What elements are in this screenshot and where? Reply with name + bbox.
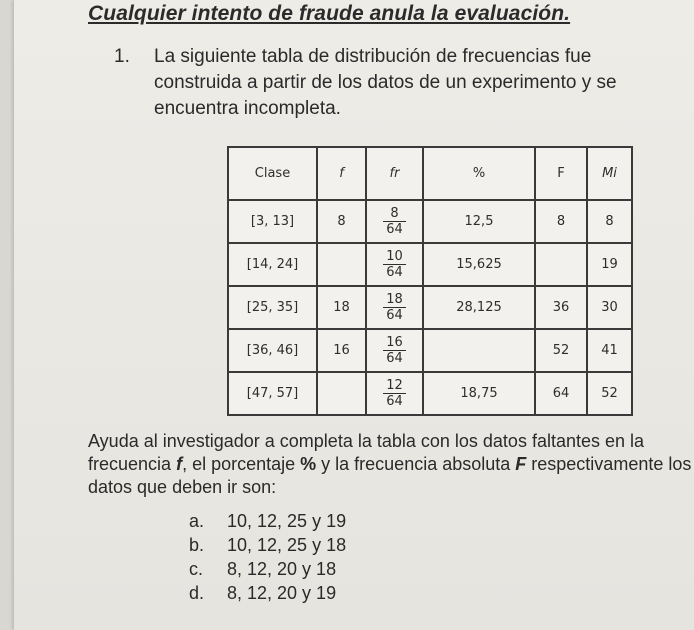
fraction <box>383 206 406 237</box>
question-number: 1. <box>114 46 130 67</box>
option-letter: a. <box>189 511 205 531</box>
cell-fr <box>366 372 423 415</box>
table-row <box>228 200 632 243</box>
cell-F <box>535 243 587 286</box>
fraction-denominator: 64 <box>386 308 403 323</box>
fraud-warning-heading: Cualquier intento de fraude anula la evaluación. <box>88 2 571 25</box>
cell-percent: 12,5 <box>423 200 535 243</box>
fraction <box>383 292 406 323</box>
header-percent: % <box>423 147 535 200</box>
cell-fr <box>366 243 423 286</box>
instruction-text: , el porcentaje <box>182 454 301 474</box>
cell-clase: [3, 13] <box>228 200 317 243</box>
table-row <box>228 372 632 415</box>
cell-mi: 19 <box>587 243 632 286</box>
fraction <box>383 378 406 409</box>
cell-fr <box>366 286 423 329</box>
frequency-table <box>227 146 633 416</box>
option-text: 8, 12, 20 y 18 <box>227 559 337 579</box>
cell-F: 8 <box>535 200 587 243</box>
fraction-numerator: 16 <box>383 335 406 351</box>
cell-f: 16 <box>317 329 366 372</box>
cell-F: 36 <box>535 286 587 329</box>
cell-mi: 41 <box>587 329 632 372</box>
fraction-numerator: 18 <box>383 292 406 308</box>
option-letter: d. <box>189 583 205 603</box>
answer-options <box>189 509 346 605</box>
header-fr: fr <box>366 147 423 200</box>
cell-percent: 18,75 <box>423 372 535 415</box>
cell-F: 52 <box>535 329 587 372</box>
option-text: 10, 12, 25 y 18 <box>227 535 347 555</box>
fraction-denominator: 64 <box>386 351 403 366</box>
cell-percent <box>423 329 535 372</box>
cell-f <box>317 243 366 286</box>
table-row <box>228 286 632 329</box>
cell-f: 18 <box>317 286 366 329</box>
cell-f: 8 <box>317 200 366 243</box>
cell-mi: 8 <box>587 200 632 243</box>
variable-percent: % <box>300 454 317 474</box>
header-F: F <box>535 147 587 200</box>
fraction <box>383 335 406 366</box>
fraction-denominator: 64 <box>386 394 403 409</box>
cell-mi: 30 <box>587 286 632 329</box>
instruction-text: respectivamente los datos que deben ir son: <box>88 454 692 497</box>
fraction-denominator: 64 <box>386 265 403 280</box>
exam-page <box>14 0 694 630</box>
question-1 <box>114 44 674 122</box>
cell-fr <box>366 200 423 243</box>
fraction-numerator: 12 <box>383 378 406 394</box>
cell-clase: [47, 57] <box>228 372 317 415</box>
option-letter: b. <box>189 535 205 555</box>
question-text: La siguiente tabla de distribución de frecuencias fue construida a partir de los datos de un experimento y se encuentra incompleta. <box>154 46 617 119</box>
table-row <box>228 243 632 286</box>
fraction-numerator: 10 <box>383 249 406 265</box>
option-text: 8, 12, 20 y 19 <box>227 583 337 603</box>
cell-f <box>317 372 366 415</box>
cell-clase: [25, 35] <box>228 286 317 329</box>
variable-f: f <box>176 454 183 474</box>
fraction <box>383 249 406 280</box>
instruction-paragraph <box>88 430 694 499</box>
option-d[interactable] <box>189 581 346 605</box>
option-b[interactable] <box>189 533 346 557</box>
fraction-denominator: 64 <box>386 222 403 237</box>
cell-clase: [36, 46] <box>228 329 317 372</box>
option-text: 10, 12, 25 y 19 <box>227 511 347 531</box>
cell-mi: 52 <box>587 372 632 415</box>
header-f: f <box>317 147 366 200</box>
variable-F: F <box>515 454 527 474</box>
header-mi: Mi <box>587 147 632 200</box>
table-row <box>228 329 632 372</box>
cell-fr <box>366 329 423 372</box>
fraction-numerator: 8 <box>383 206 406 222</box>
cell-percent: 15,625 <box>423 243 535 286</box>
cell-percent: 28,125 <box>423 286 535 329</box>
instruction-text: y la frecuencia absoluta <box>316 454 516 474</box>
option-letter: c. <box>189 559 204 579</box>
cell-clase: [14, 24] <box>228 243 317 286</box>
instruction-text: Ayuda al investigador a completa la tabla con los datos faltantes en la frecuencia <box>88 431 645 474</box>
header-clase: Clase <box>228 147 317 200</box>
option-c[interactable] <box>189 557 346 581</box>
cell-F: 64 <box>535 372 587 415</box>
option-a[interactable] <box>189 509 346 533</box>
table-header-row <box>228 147 632 200</box>
